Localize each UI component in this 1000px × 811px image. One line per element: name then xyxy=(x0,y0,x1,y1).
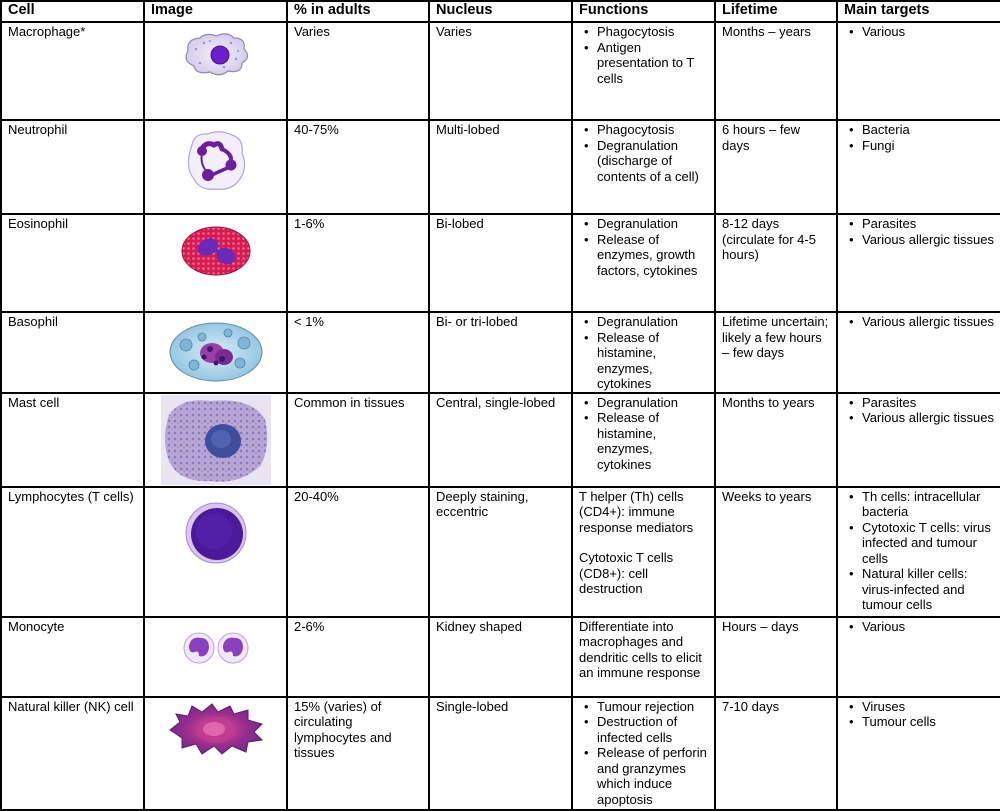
eosinophil-image xyxy=(176,221,256,281)
list-item: • Phagocytosis xyxy=(597,24,708,40)
cell-name: Basophil xyxy=(1,312,144,393)
list-item: • Release of perforin and granzymes which induce apoptosis xyxy=(597,745,708,807)
lifetime-value: 7-10 days xyxy=(715,697,837,810)
targets-list xyxy=(844,216,994,247)
nucleus-value: Varies xyxy=(429,22,572,120)
nucleus-value: Bi- or tri-lobed xyxy=(429,312,572,393)
cell-name: Neutrophil xyxy=(1,120,144,214)
table-row xyxy=(1,697,1000,810)
monocyte-image xyxy=(181,628,251,668)
list-item: • Various allergic tissues xyxy=(862,410,994,426)
table-row xyxy=(1,617,1000,697)
functions-cell xyxy=(572,487,715,617)
functions-cell xyxy=(572,617,715,697)
nk-cell-image xyxy=(166,700,266,758)
functions-text: Differentiate into macrophages and dendritic cells to elicit an immune response xyxy=(579,618,702,680)
percent-value: 15% (varies) of circulating lymphocytes and tissues xyxy=(287,697,429,810)
image-cell xyxy=(144,214,287,312)
nucleus-value: Kidney shaped xyxy=(429,617,572,697)
header-nucleus: Nucleus xyxy=(429,1,572,22)
basophil-image xyxy=(166,319,266,385)
image-cell xyxy=(144,120,287,214)
mast-cell-image xyxy=(161,395,271,485)
table-row xyxy=(1,312,1000,393)
percent-value: 1-6% xyxy=(287,214,429,312)
functions-cell xyxy=(572,22,715,120)
nucleus-value: Multi-lobed xyxy=(429,120,572,214)
image-cell xyxy=(144,22,287,120)
lifetime-value: Hours – days xyxy=(715,617,837,697)
list-item: • Tumour cells xyxy=(862,714,994,730)
image-cell xyxy=(144,697,287,810)
cell-name: Mast cell xyxy=(1,393,144,487)
targets-list xyxy=(844,122,994,153)
list-item: • Degranulation xyxy=(597,314,708,330)
cell-name: Eosinophil xyxy=(1,214,144,312)
percent-value: < 1% xyxy=(287,312,429,393)
functions-list xyxy=(579,314,708,392)
list-item: • Antigen presentation to T cells xyxy=(597,40,708,87)
cell-name: Monocyte xyxy=(1,617,144,697)
list-item: • Release of histamine, enzymes, cytokines xyxy=(597,330,708,392)
header-image: Image xyxy=(144,1,287,22)
list-item: • Degranulation xyxy=(597,395,708,411)
list-item: • Destruction of infected cells xyxy=(597,714,708,745)
targets-list xyxy=(844,489,994,613)
targets-cell xyxy=(837,214,1000,312)
lifetime-value: Weeks to years xyxy=(715,487,837,617)
targets-cell xyxy=(837,393,1000,487)
table-row xyxy=(1,487,1000,617)
header-row xyxy=(1,1,1000,22)
image-cell xyxy=(144,487,287,617)
targets-list xyxy=(844,619,994,635)
list-item: • Fungi xyxy=(862,138,994,154)
table-row xyxy=(1,22,1000,120)
image-cell xyxy=(144,617,287,697)
targets-list xyxy=(844,395,994,426)
functions-list xyxy=(579,699,708,808)
percent-value: Varies xyxy=(287,22,429,120)
list-item: • Various xyxy=(862,619,994,635)
lifetime-value: Lifetime uncertain; likely a few hours – few days xyxy=(715,312,837,393)
targets-list xyxy=(844,699,994,730)
header-targets: Main targets xyxy=(837,1,1000,22)
functions-cell xyxy=(572,697,715,810)
macrophage-image xyxy=(176,29,256,79)
list-item: • Th cells: intracellular bacteria xyxy=(862,489,994,520)
table-row xyxy=(1,214,1000,312)
list-item: • Parasites xyxy=(862,395,994,411)
targets-cell xyxy=(837,697,1000,810)
percent-value: Common in tissues xyxy=(287,393,429,487)
header-lifetime: Lifetime xyxy=(715,1,837,22)
list-item: • Parasites xyxy=(862,216,994,232)
targets-list xyxy=(844,24,994,40)
header-cell: Cell xyxy=(1,1,144,22)
targets-list xyxy=(844,314,994,330)
image-cell xyxy=(144,393,287,487)
targets-cell xyxy=(837,312,1000,393)
table-row xyxy=(1,393,1000,487)
cell-name: Natural killer (NK) cell xyxy=(1,697,144,810)
table-row xyxy=(1,120,1000,214)
functions-list xyxy=(579,24,708,86)
image-cell xyxy=(144,312,287,393)
nucleus-value: Bi-lobed xyxy=(429,214,572,312)
functions-list xyxy=(579,216,708,278)
functions-cell xyxy=(572,393,715,487)
cell-name: Macrophage* xyxy=(1,22,144,120)
nucleus-value: Deeply staining, eccentric xyxy=(429,487,572,617)
targets-cell xyxy=(837,617,1000,697)
list-item: • Release of histamine, enzymes, cytokines xyxy=(597,410,708,472)
list-item: • Cytotoxic T cells: virus infected and tumour cells xyxy=(862,520,994,567)
list-item: • Tumour rejection xyxy=(597,699,708,715)
lymphocyte-image xyxy=(181,498,251,568)
percent-value: 20-40% xyxy=(287,487,429,617)
list-item: • Various allergic tissues xyxy=(862,314,994,330)
functions-cell xyxy=(572,214,715,312)
list-item: • Release of enzymes, growth factors, cytokines xyxy=(597,232,708,279)
targets-cell xyxy=(837,120,1000,214)
percent-value: 40-75% xyxy=(287,120,429,214)
list-item: • Natural killer cells: virus-infected and tumour cells xyxy=(862,566,994,613)
header-functions: Functions xyxy=(572,1,715,22)
percent-value: 2-6% xyxy=(287,617,429,697)
list-item: • Degranulation xyxy=(597,216,708,232)
targets-cell xyxy=(837,487,1000,617)
list-item: • Viruses xyxy=(862,699,994,715)
lifetime-value: Months to years xyxy=(715,393,837,487)
lifetime-value: 8-12 days (circulate for 4-5 hours) xyxy=(715,214,837,312)
functions-text: T helper (Th) cells (CD4+): immune response mediators xyxy=(579,488,694,535)
list-item: • Bacteria xyxy=(862,122,994,138)
list-item: • Various xyxy=(862,24,994,40)
list-item: • Phagocytosis xyxy=(597,122,708,138)
targets-cell xyxy=(837,22,1000,120)
nucleus-value: Single-lobed xyxy=(429,697,572,810)
header-percent: % in adults xyxy=(287,1,429,22)
functions-cell xyxy=(572,120,715,214)
functions-text: Cytotoxic T cells (CD8+): cell destruction xyxy=(579,550,674,596)
cell-name: Lymphocytes (T cells) xyxy=(1,487,144,617)
functions-list xyxy=(579,122,708,184)
lifetime-value: Months – years xyxy=(715,22,837,120)
functions-list xyxy=(579,395,708,473)
list-item: • Degranulation (discharge of contents of a cell) xyxy=(597,138,708,185)
list-item: • Various allergic tissues xyxy=(862,232,994,248)
lifetime-value: 6 hours – few days xyxy=(715,120,837,214)
nucleus-value: Central, single-lobed xyxy=(429,393,572,487)
functions-cell xyxy=(572,312,715,393)
neutrophil-image xyxy=(176,127,256,197)
